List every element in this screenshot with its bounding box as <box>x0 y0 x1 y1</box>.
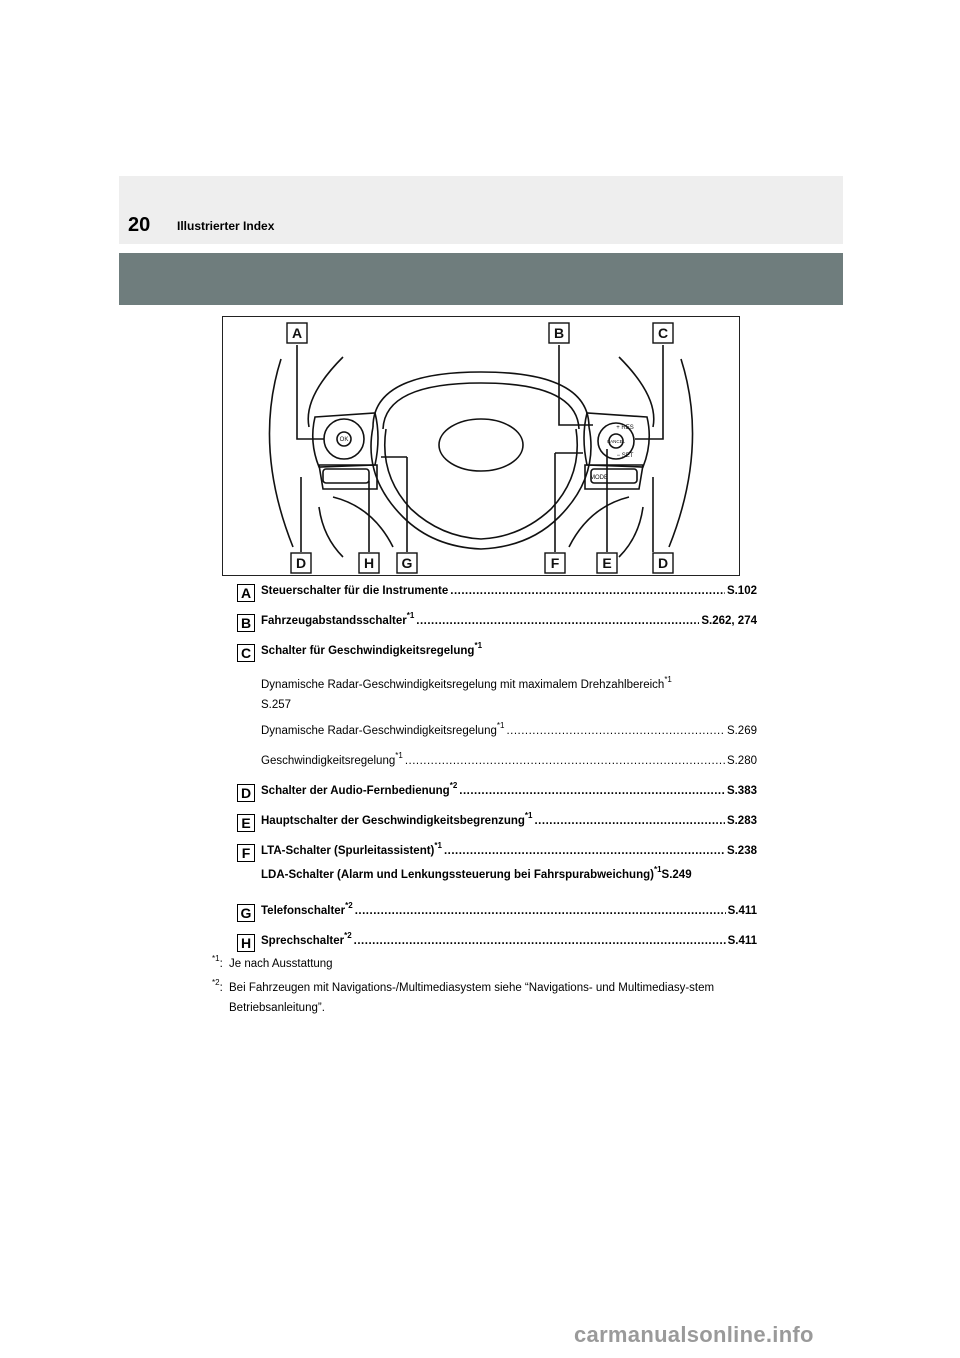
footnote-2: $^{*2}$: Bei Fahrzeugen mit Navigations-/Multimediasystem siehe “Navigations- und Multimediasy-stem Betriebsanleitung”. <box>212 978 715 1014</box>
footnotes <box>212 954 752 1022</box>
footnote-mark: *1 <box>474 641 483 650</box>
footer-watermark: carmanualsonline.info <box>574 1322 814 1347</box>
callout-b: B <box>553 325 565 341</box>
leader-dots <box>354 935 726 947</box>
entry-c-sub-2 <box>237 721 757 754</box>
entry-label: Sprechschalter <box>261 935 345 947</box>
entry-key: G <box>237 904 255 922</box>
entry-label: Dynamische Radar-Geschwindigkeitsregelung <box>261 725 497 737</box>
callout-a: A <box>291 325 303 341</box>
footnote-mark: *1 <box>496 721 505 730</box>
entry-key: A <box>237 584 255 602</box>
ok-switch-label: OK <box>339 437 349 443</box>
leader-dots <box>450 585 725 597</box>
set-switch-label: − SET <box>616 453 634 459</box>
entry-c-sub-1 <box>237 674 757 724</box>
entry-label: Schalter für Geschwindigkeitsregelung <box>261 645 475 657</box>
entry-key: D <box>237 784 255 802</box>
footnote-mark: *1 <box>653 865 662 874</box>
callout-c: C <box>657 325 669 341</box>
index-list <box>237 584 757 964</box>
entry-label: Dynamische Radar-Geschwindigkeitsregelung mit maximalem Drehzahlbereich <box>261 679 665 691</box>
entry-a <box>237 584 757 614</box>
entry-key: B <box>237 614 255 632</box>
entry-c-sub-3 <box>237 751 757 784</box>
entry-e <box>237 811 757 844</box>
footnote-mark: *1 <box>524 811 533 820</box>
footnote-1: $^{*1}$: Je nach Ausstattung <box>212 954 333 970</box>
footnote-mark: *2 <box>345 901 353 910</box>
res-switch-label: + RES <box>616 425 634 431</box>
page-header <box>119 176 843 244</box>
entry-g <box>237 901 757 934</box>
entry-label: Steuerschalter für die Instrumente <box>261 585 449 597</box>
entry-page-link[interactable]: S.383 <box>726 785 757 797</box>
entry-key: E <box>237 814 255 832</box>
leader-dots <box>506 725 725 737</box>
footnote-mark: *1 <box>664 675 672 684</box>
entry-label: Telefonschalter <box>261 905 346 917</box>
footnote-mark: *1 <box>395 751 403 760</box>
leader-dots <box>416 615 699 627</box>
entry-page-link[interactable]: S.411 <box>727 935 757 947</box>
entry-c <box>237 641 757 674</box>
entry-page-link[interactable]: S.269 <box>726 725 757 737</box>
footnote-mark: *1 <box>434 841 442 850</box>
steering-wheel-illustration <box>223 317 739 575</box>
entry-key: C <box>237 644 255 662</box>
leader-dots <box>444 845 725 857</box>
entry-b <box>237 611 757 644</box>
footnote-mark: *2 <box>344 931 352 940</box>
leader-dots <box>459 785 725 797</box>
leader-dots <box>405 755 725 767</box>
entry-d <box>237 781 757 814</box>
entry-page-link[interactable]: S.257 <box>261 699 292 711</box>
header-band <box>119 253 843 305</box>
page-number: 20 <box>128 214 151 236</box>
entry-key: F <box>237 844 255 862</box>
callout-e: E <box>602 555 612 571</box>
entry-page-link[interactable]: S.102 <box>726 585 757 597</box>
entry-label: Schalter der Audio-Fernbedienung <box>261 785 450 797</box>
entry-page-link[interactable]: S.283 <box>726 815 757 827</box>
footnote-mark: *1 <box>212 954 220 963</box>
entry-label: LDA-Schalter (Alarm und Lenkungssteuerung bei Fahrspurabweichung) <box>261 869 654 881</box>
entry-label: Geschwindigkeitsregelung <box>261 755 396 767</box>
entry-f <box>237 841 757 868</box>
steering-wheel-figure <box>222 316 740 576</box>
mode-switch-label: MODE <box>590 475 608 481</box>
footnote-text: Bei Fahrzeugen mit Navigations-/Multimediasystem siehe “Navigations- und Multimediasy-stem Betriebsanleitung”. <box>229 982 715 1014</box>
entry-page-link[interactable]: S.238 <box>726 845 757 857</box>
entry-label: Hauptschalter der Geschwindigkeitsbegrenzung <box>261 815 525 827</box>
entry-label: Fahrzeugabstandsschalter <box>261 615 407 627</box>
leader-dots <box>534 815 724 827</box>
footnote-mark: *2 <box>449 781 458 790</box>
leader-dots <box>355 905 726 917</box>
entry-key: H <box>237 934 255 952</box>
callout-f: F <box>550 555 560 571</box>
footnote-text: Je nach Ausstattung <box>229 958 333 970</box>
section-title: Illustrierter Index <box>177 219 275 233</box>
entry-f-lda <box>237 865 757 904</box>
cancel-switch-label: CANCEL <box>606 439 626 444</box>
footnote-mark: *2 <box>212 978 220 987</box>
callout-g: G <box>401 555 413 571</box>
entry-page-link[interactable]: S.249 <box>661 869 692 881</box>
footnote-mark: *1 <box>406 611 415 620</box>
entry-label: LTA-Schalter (Spurleitassistent) <box>261 845 435 857</box>
entry-page-link[interactable]: S.280 <box>726 755 757 767</box>
callout-h: H <box>363 555 375 571</box>
callout-d-left: D <box>295 555 307 571</box>
callout-d-right: D <box>657 555 669 571</box>
entry-page-link[interactable]: S.262, 274 <box>701 615 757 627</box>
entry-page-link[interactable]: S.411 <box>727 905 757 917</box>
